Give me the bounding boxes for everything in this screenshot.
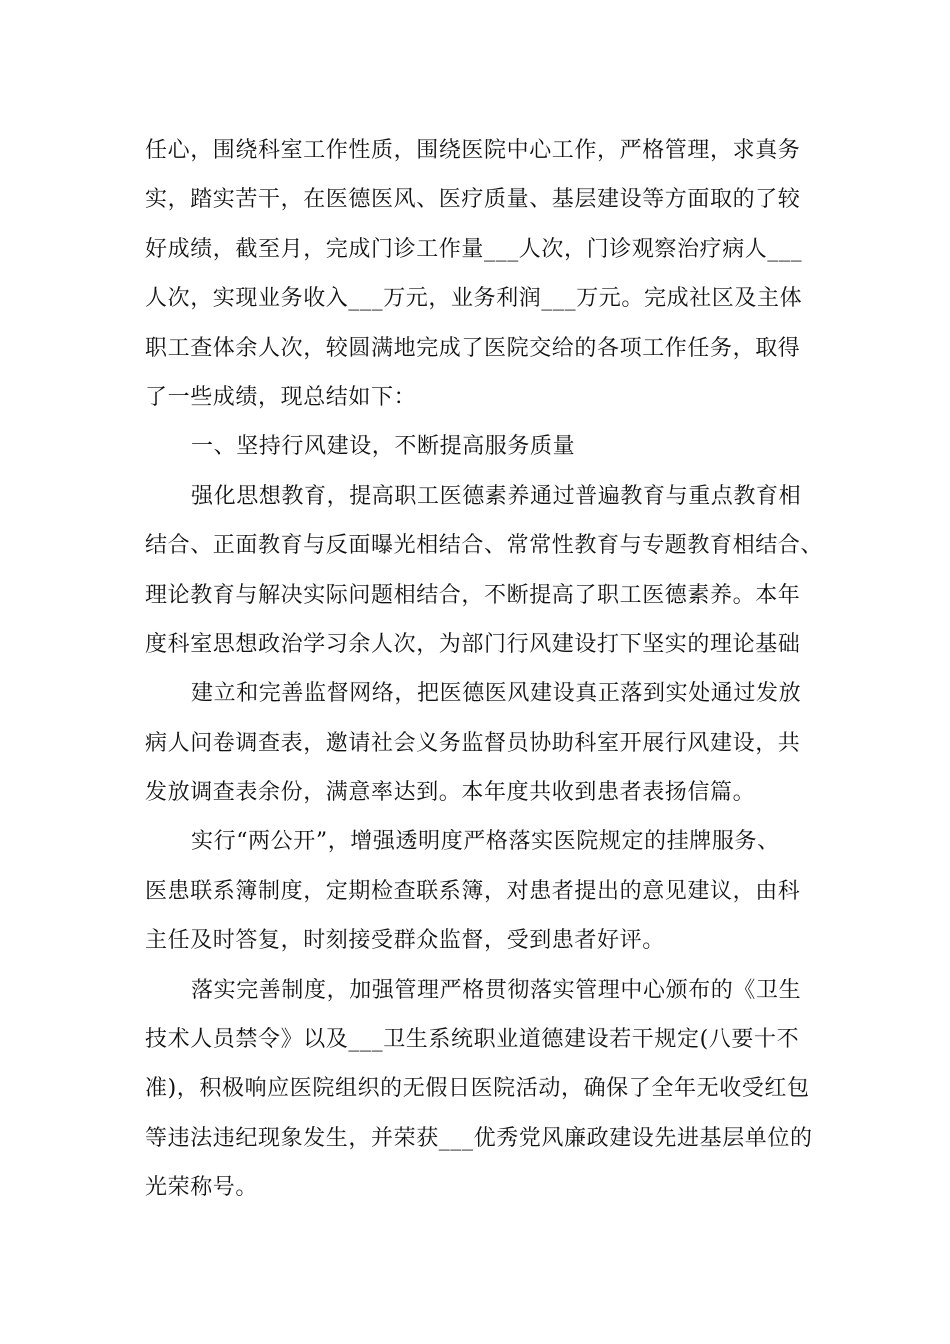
text-line: 建立和完善监督网络，把医德医风建设真正落到实处通过发放 [191,681,802,707]
text-line: 职工查体余人次，较圆满地完成了医院交给的各项工作任务，取得 [145,335,801,361]
text-line: 强化思想教育，提高职工医德素养通过普遍教育与重点教育相 [191,483,802,509]
text-line: 了一些成绩，现总结如下： [145,384,417,410]
text-line: 结合、正面教育与反面曝光相结合、常常性教育与专题教育相结合、 [145,533,824,559]
section-heading: 一、坚持行风建设，不断提高服务质量 [191,434,576,460]
text-line: 准)，积极响应医院组织的无假日医院活动，确保了全年无收受红包 [145,1076,810,1102]
text-line: 等违法违纪现象发生，并荣获___优秀党风廉政建设先进基层单位的 [145,1125,813,1151]
text-line: 医患联系簿制度，定期检查联系簿，对患者提出的意见建议，由科 [145,878,801,904]
text-line: 落实完善制度，加强管理严格贯彻落实管理中心颁布的《卫生 [191,977,802,1003]
text-line: 任心，围绕科室工作性质，围绕医院中心工作，严格管理，求真务 [145,138,801,163]
text-line: 主任及时答复，时刻接受群众监督，受到患者好评。 [145,928,665,954]
text-line: 光荣称号。 [145,1175,259,1201]
document-body [145,126,824,1213]
text-line: 理论教育与解决实际问题相结合，不断提高了职工医德素养。本年 [145,582,801,608]
text-line: 人次，实现业务收入___万元，业务利润___万元。完成社区及主体 [145,286,803,312]
text-line: 技术人员禁令》以及___卫生系统职业道德建设若干规定(八要十不 [145,1027,800,1053]
text-line: 度科室思想政治学习余人次，为部门行风建设打下坚实的理论基础 [145,631,801,657]
text-line: 病人问卷调查表，邀请社会义务监督员协助科室开展行风建设，共 [145,730,801,756]
text-line: 发放调查表余份，满意率达到。本年度共收到患者表扬信篇。 [145,780,756,806]
text-line: 好成绩，截至月，完成门诊工作量___人次，门诊观察治疗病人___ [145,236,803,262]
text-line: 实行“两公开”，增强透明度严格落实医院规定的挂牌服务、 [191,829,780,855]
text-line: 实，踏实苦干，在医德医风、医疗质量、基层建设等方面取的了较 [145,187,801,213]
